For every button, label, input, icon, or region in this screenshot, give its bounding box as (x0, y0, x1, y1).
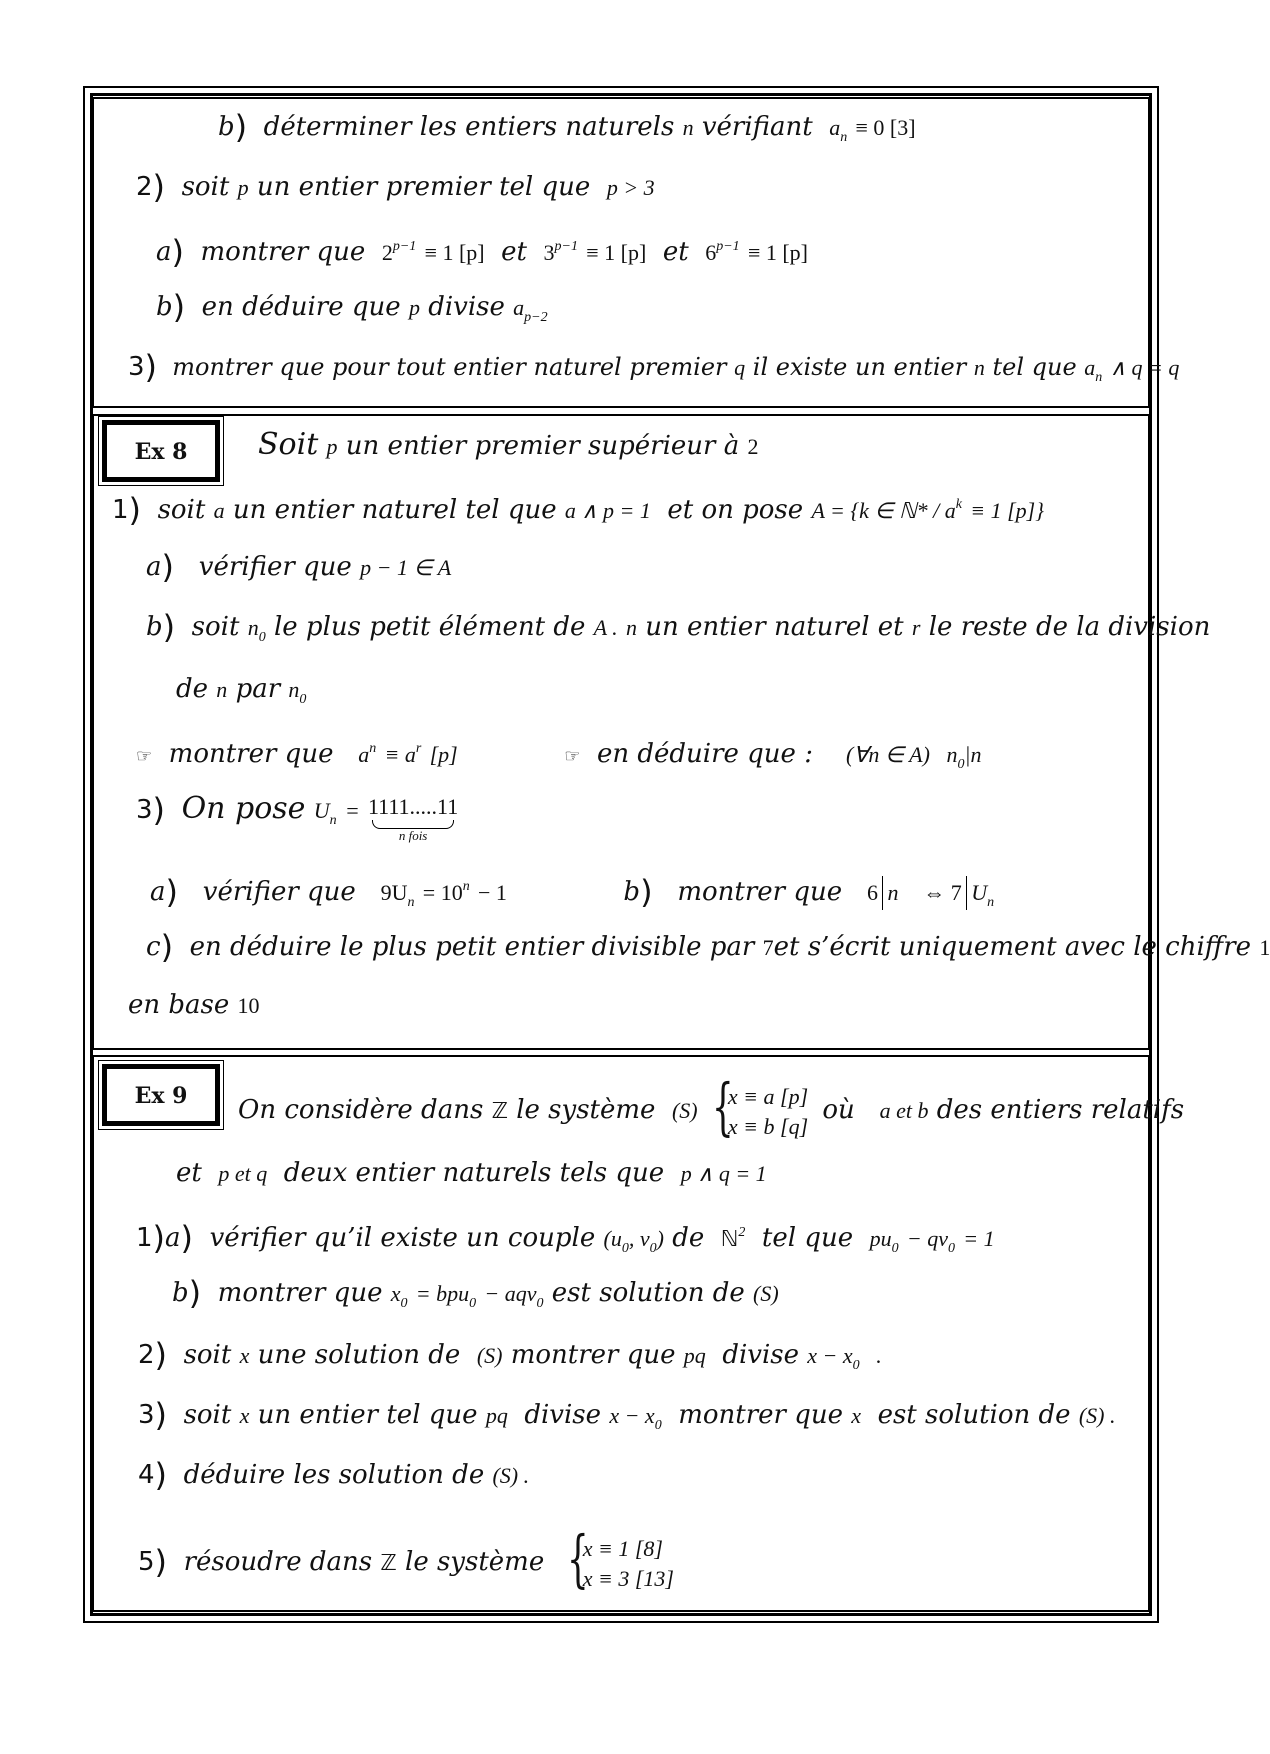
item-label: b (218, 112, 235, 142)
ex8-q1a: a) vérifier que p − 1 ∈ A (146, 548, 452, 586)
ex8-q3: 3) On pose $U_n$ = 1111.....11 n fois (136, 791, 459, 843)
exercise-8-badge (102, 420, 220, 482)
ex8-q1: 1) soit a un entier naturel tel que a ∧ p = 1 et on pose A = {k ∈ ℕ* / $a^k \equiv 1$ [p]} (112, 491, 1045, 529)
system-S: { x ≡ a [p] x ≡ b [q] (711, 1070, 809, 1143)
ex8-q1b-cont: de n par $n_0$ (176, 674, 307, 707)
item-number: 2 (136, 172, 153, 202)
exercise-9-badge (102, 1064, 220, 1126)
ex9-q3: 3) soit x un entier tel que pq divise $x - x_0$ montrer que x est solution de (S) . (138, 1396, 1116, 1434)
pointing-hand-icon: ☞ (564, 746, 581, 767)
q1b-line: b) déterminer les entiers naturels n vérifiant $a_n \equiv 0$ [3] (218, 108, 916, 146)
ex9-q5: 5) résoudre dans ℤ le système { x ≡ 1 [8] x ≡ 3 [13] (138, 1522, 674, 1595)
ex8-q1b: b) soit $n_0$ le plus petit élément de A . n un entier naturel et r le reste de la division (146, 608, 1211, 646)
ex9-q1b: b) montrer que $x_0 = bpu_0 - aqv_0$ est solution de (S) (172, 1274, 779, 1312)
ex8-intro: Soit p un entier premier supérieur à 2 (258, 427, 759, 462)
ex9-intro: On considère dans ℤ le système (S) { x ≡ a [p] x ≡ b [q] où a et b des entiers relatifs (238, 1070, 1185, 1143)
ex9-q1a: 1)a) vérifier qu’il existe un couple ($u_0$, $v_0$) de ℕ$^2$ tel que $pu_0 - qv_0 = 1$ (136, 1219, 995, 1257)
q2a-line: a) montrer que $2^{p-1} \equiv 1$ [p] et $3^{p-1} \equiv 1$ [p] et $6^{p-1} \equiv 1$ [p] (156, 233, 809, 271)
q3-line: 3) montrer que pour tout entier naturel premier q il existe un entier n tel que $a_n$ ∧ q = q (128, 348, 1180, 386)
ex9-given: et p et q deux entier naturels tels que p ∧ q = 1 (176, 1158, 767, 1188)
exercise-title: Ex 8 (134, 439, 188, 465)
system-numeric: { x ≡ 1 [8] x ≡ 3 [13] (566, 1522, 674, 1595)
ex8-q2: ☞ montrer que $a^n \equiv a^r$ [p] ☞ en déduire que : (∀n ∈ A) $n_0|n$ (136, 739, 982, 772)
ex8-q3ab: a) vérifier que $9U_n = 10^n - 1$ b) montrer que 6 n ⇔ 7 $U_n$ (150, 873, 995, 911)
q2b-line: b) en déduire que p divise $a_{p-2}$ (156, 288, 548, 326)
exercise-title: Ex 9 (134, 1083, 188, 1109)
pointing-hand-icon: ☞ (136, 746, 153, 767)
ex9-q2: 2) soit x une solution de (S) montrer que pq divise $x - x_0$ . (138, 1336, 882, 1374)
ex8-q3c: c) en déduire le plus petit entier divisible par 7et s’écrit uniquement avec le chiffre 1 (146, 928, 1270, 966)
ex9-q4: 4) déduire les solution de (S) . (138, 1456, 530, 1494)
underbrace-repunit: 1111.....11 n fois (367, 794, 459, 843)
q2-line: 2) soit p un entier premier tel que p > 3 (136, 168, 655, 206)
ex8-q3c-cont: en base 10 (128, 990, 260, 1020)
